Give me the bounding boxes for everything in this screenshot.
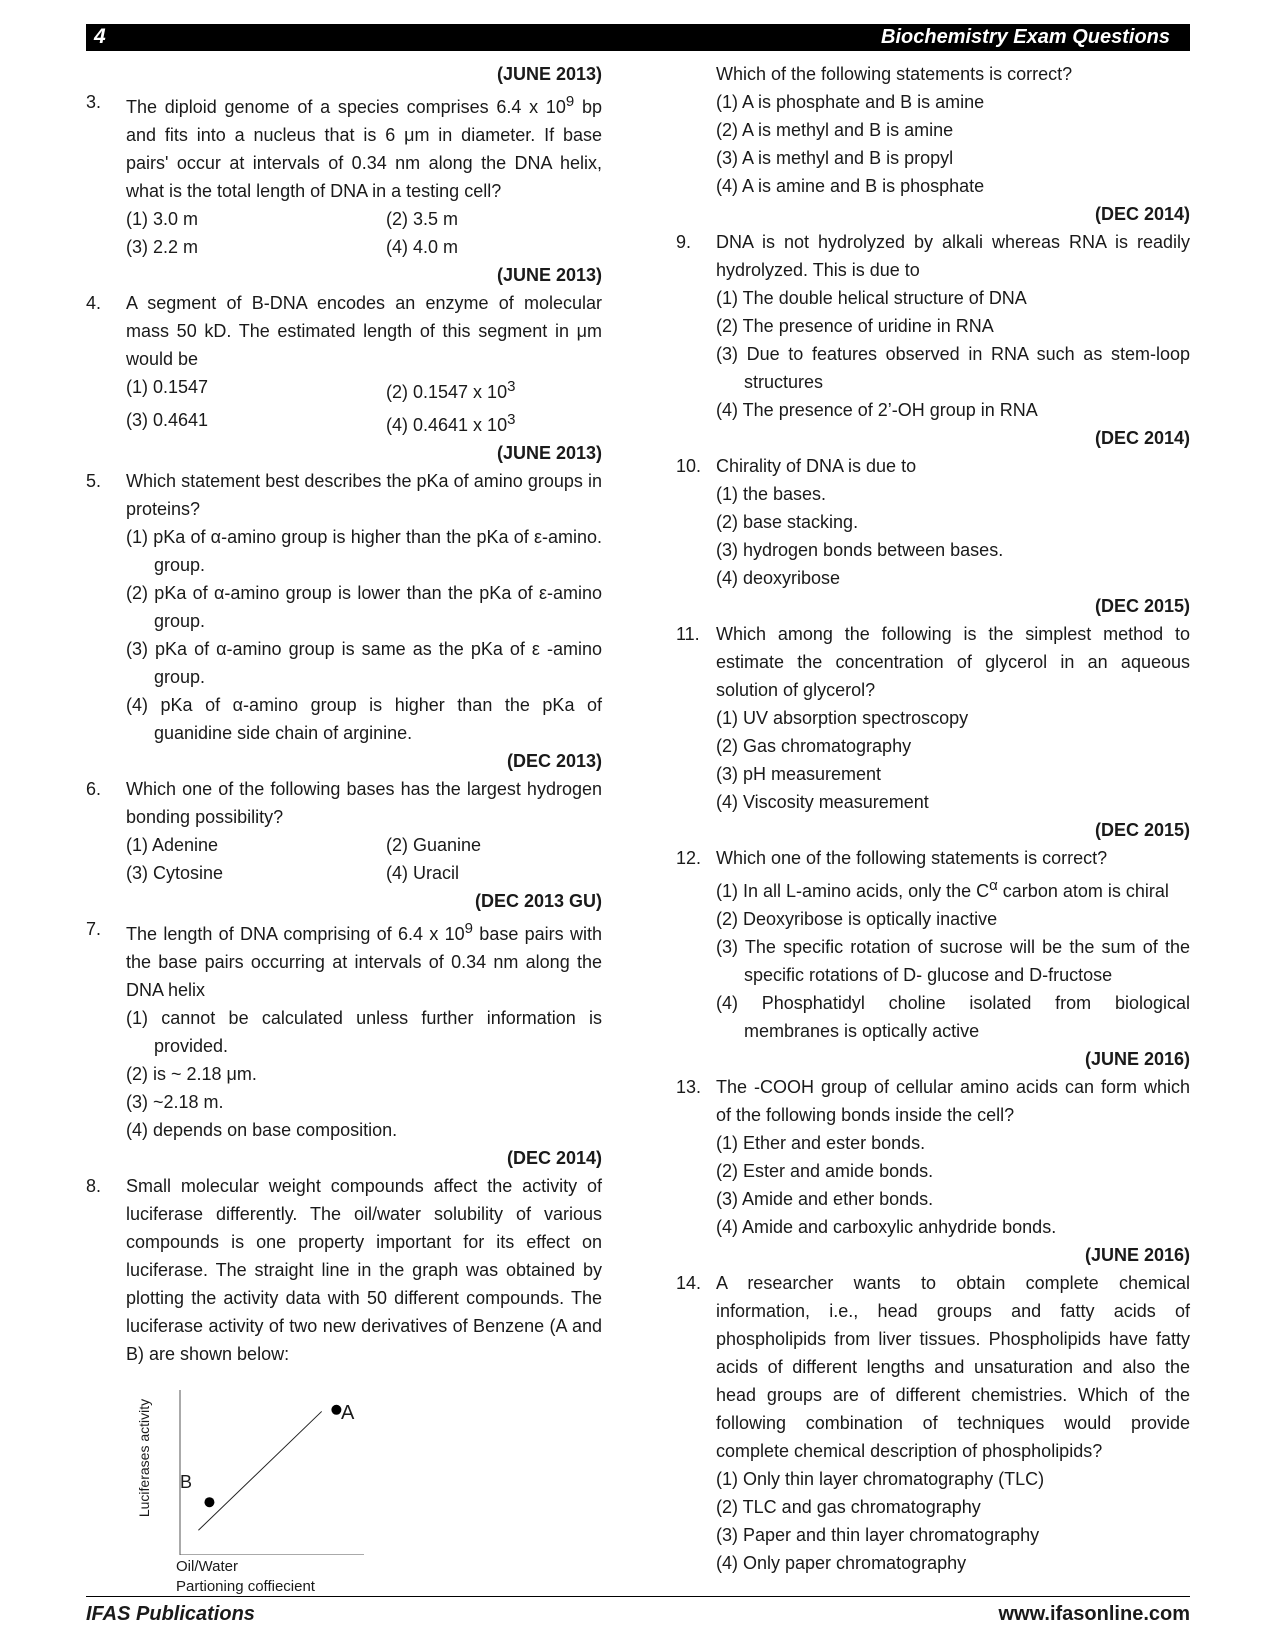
point-label-a: A [341,1402,355,1424]
y-axis-label: Luciferases activity [136,1398,152,1518]
options [126,373,602,439]
luciferase-graph [120,1390,380,1600]
option: (3) Due to features observed in RNA such as stem-loop structures [716,344,1190,392]
question-9 [676,228,1190,424]
options [126,205,602,261]
question-stem: Chirality of DNA is due to [716,456,917,476]
question-stem: The diploid genome of a species comprises 6.4 x $10^9$ bp and fits into a nucleus that is 6 μm in diameter. If base pairs' occur at intervals of 0.34 nm along the DNA helix, what is the total length of DNA in a testing cell? [126,93,602,201]
question-stem: Which statement best describes the pKa of amino groups in proteins? [126,471,602,519]
option: (3) hydrogen bonds between bases. [716,540,1004,560]
question-3 [86,88,602,261]
header-bar [86,24,1190,51]
option: (3) Paper and thin layer chromatography [716,1525,1040,1545]
option: (1) pKa of α-amino group is higher than the pKa of ε-amino. group. [126,527,602,575]
question-12 [676,844,1190,1045]
option: (2) 3.5 m [386,209,459,229]
option: (1) the bases. [716,484,827,504]
question-10 [676,452,1190,592]
option: (3) ~2.18 m. [126,1092,224,1112]
question-stem: DNA is not hydrolyzed by alkali whereas RNA is readily hydrolyzed. This is due to [716,232,1190,280]
x-axis-label-line2: Partioning coffiecient [176,1578,315,1595]
option: (2) Deoxyribose is optically inactive [716,909,998,929]
website-link[interactable]: www.ifasonline.com [998,1603,1190,1625]
option: (1) cannot be calculated unless further information is provided. [126,1008,602,1056]
question-stem: Small molecular weight compounds affect the activity of luciferase differently. The oil/water solubility of various compounds is one property important for its effect on luciferase. The straight line in the graph was obtained by plotting the activity data with 50 different compounds. The luciferase activity of two new derivatives of Benzene (A and B) are shown below: [126,1176,602,1364]
option: (3) 0.4641 [126,410,209,430]
exam-tag: (JUNE 2016) [1084,1049,1190,1069]
question-number: 11. [676,624,700,644]
question-number: 14. [676,1273,702,1293]
trend-line [198,1411,321,1530]
question-number: 5. [86,471,102,491]
option: (3) The specific rotation of sucrose will be the sum of the specific rotations of D- glucose and D-fructose [716,937,1190,985]
exam-tag: (JUNE 2013) [496,64,602,84]
question-number: 12. [676,848,702,868]
option: (4) Uracil [386,863,460,883]
option: (1) 0.1547 [126,377,209,397]
data-point-b [204,1497,214,1507]
question-number: 6. [86,779,102,799]
option: (1) A is phosphate and B is amine [716,92,985,112]
question-stem: Which among the following is the simplest method to estimate the concentration of glycerol in an aqueous solution of glycerol? [716,624,1190,700]
question-stem: A segment of B-DNA encodes an enzyme of molecular mass 50 kD. The estimated length of this segment in μm would be [126,293,602,369]
option: (4) The presence of 2’-OH group in RNA [716,400,1038,420]
option: (2) A is methyl and B is amine [716,120,954,140]
option: (4) 0.4641 x $10^3$ [386,411,516,435]
option: (2) base stacking. [716,512,859,532]
page-number: 4 [94,25,106,48]
question-number: 13. [676,1077,702,1097]
option: (2) Guanine [386,835,482,855]
exam-tag: (DEC 2013 GU) [474,891,602,911]
option: (4) Phosphatidyl choline isolated from biological membranes is optically active [716,993,1190,1041]
publisher-name: IFAS Publications [86,1603,255,1625]
option: (1) In all L-amino acids, only the $C^\alpha$ carbon atom is chiral [716,877,1169,901]
option: (4) A is amine and B is phosphate [716,176,985,196]
option: (4) Only paper chromatography [716,1553,967,1573]
exam-tag: (DEC 2014) [506,1148,602,1168]
question-stem: Which one of the following bases has the largest hydrogen bonding possibility? [126,779,602,827]
question-stem: Which of the following statements is correct? [716,64,1073,84]
point-label-b: B [180,1472,193,1492]
option: (1) The double helical structure of DNA [716,288,1027,308]
option: (2) Gas chromatography [716,736,912,756]
question-number: 7. [86,919,102,939]
question-7 [86,915,602,1144]
option: (1) UV absorption spectroscopy [716,708,969,728]
option: (2) The presence of uridine in RNA [716,316,994,336]
option: (2) is ~ 2.18 μm. [126,1064,257,1084]
question-number: 9. [676,232,692,252]
question-number: 3. [86,92,102,112]
option: (1) 3.0 m [126,209,199,229]
exam-tag: (DEC 2015) [1094,596,1190,616]
option: (4) Viscosity measurement [716,792,929,812]
exam-tag: (DEC 2015) [1094,820,1190,840]
data-point-a [331,1405,341,1415]
question-8-continued [676,60,1190,200]
option: (1) Ether and ester bonds. [716,1133,926,1153]
question-number: 4. [86,293,102,313]
option: (2) TLC and gas chromatography [716,1497,981,1517]
question-stem: The length of DNA comprising of 6.4 x $10^9$ base pairs with the base pairs occurring at intervals of 0.34 nm along the DNA helix [126,920,602,1000]
exam-tag: (JUNE 2013) [496,265,602,285]
option: (1) Only thin layer chromatography (TLC) [716,1469,1045,1489]
option: (2) pKa of α-amino group is lower than the pKa of ε-amino group. [126,583,602,631]
option: (4) Amide and carboxylic anhydride bonds. [716,1217,1057,1237]
option: (4) deoxyribose [716,568,841,588]
question-stem: The -COOH group of cellular amino acids can form which of the following bonds inside the cell? [716,1077,1190,1125]
question-4 [86,289,602,439]
option: (1) Adenine [126,835,219,855]
exam-tag: (DEC 2014) [1094,428,1190,448]
question-14 [676,1269,1190,1577]
option: (4) 4.0 m [386,237,459,257]
exam-tag: (DEC 2013) [506,751,602,771]
exam-tag: (JUNE 2016) [1084,1245,1190,1265]
option: (2) Ester and amide bonds. [716,1161,934,1181]
question-8 [86,1172,602,1368]
option: (2) 0.1547 x $10^3$ [386,378,516,402]
right-column [676,60,1190,1577]
x-axis-label: Oil/Water [176,1558,238,1575]
question-number: 8. [86,1176,102,1196]
book-title: Biochemistry Exam Questions [881,26,1170,48]
question-stem: Which one of the following statements is correct? [716,848,1108,868]
exam-tag: (JUNE 2013) [496,443,602,463]
option: (3) A is methyl and B is propyl [716,148,954,168]
question-11 [676,620,1190,816]
question-number: 10. [676,456,702,476]
option: (3) Cytosine [126,863,224,883]
option: (3) pH measurement [716,764,882,784]
footer-rule [86,1596,1190,1597]
question-13 [676,1073,1190,1241]
question-5 [86,467,602,747]
option: (3) pKa of α-amino group is same as the pKa of ε -amino group. [126,639,602,687]
question-stem: A researcher wants to obtain complete chemical information, i.e., head groups and fatty acids of phospholipids from liver tissues. Phospholipids have fatty acids of different lengths and unsaturation and also the head groups are of different chemistries. Which of the following combination of techniques would provide complete chemical description of phospholipids? [716,1273,1190,1461]
question-6 [86,775,602,887]
option: (4) pKa of α-amino group is higher than the pKa of guanidine side chain of arginine. [126,695,602,743]
option: (3) 2.2 m [126,237,199,257]
option: (4) depends on base composition. [126,1120,398,1140]
left-column [86,60,602,1600]
options [126,831,602,887]
exam-tag: (DEC 2014) [1094,204,1190,224]
option: (3) Amide and ether bonds. [716,1189,934,1209]
